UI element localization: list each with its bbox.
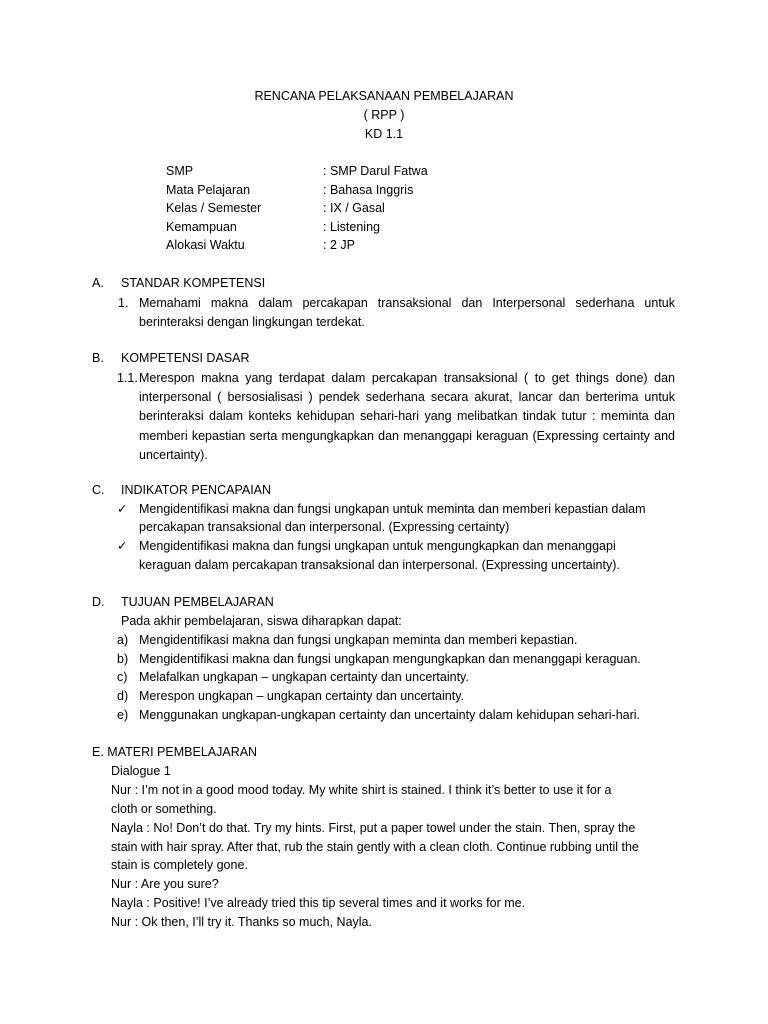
info-label: Kemampuan xyxy=(166,220,237,234)
list-item-text: Mengidentifikasi makna dan fungsi ungkapan mengungkapkan dan menanggapi keraguan. xyxy=(139,652,641,666)
dialogue-title: Dialogue 1 xyxy=(111,764,171,778)
list-item-text: keraguan dalam percakapan transaksional dan interpersonal. (Expressing uncertainty). xyxy=(139,558,620,572)
list-item-text: Mengidentifikasi makna dan fungsi ungkapan untuk mengungkapkan dan menanggapi xyxy=(139,539,616,553)
list-item-text: Melafalkan ungkapan – ungkapan certainty dan uncertainty. xyxy=(139,670,469,684)
list-marker: d) xyxy=(117,689,129,703)
list-number: 1. xyxy=(118,296,129,310)
info-value: : SMP Darul Fatwa xyxy=(323,164,428,178)
checkmark-icon: ✓ xyxy=(117,502,128,516)
list-item-text: Memahami makna dalam percakapan transaksional dan Interpersonal sederhana untuk berinteraksi dengan lingkungan terdekat. xyxy=(139,296,675,329)
document-subtitle: ( RPP ) xyxy=(363,108,405,122)
dialogue-line: Nayla : No! Don’t do that. Try my hints. First, put a paper towel under the stain. Then, spray the xyxy=(111,821,636,835)
dialogue-line: stain is completely gone. xyxy=(111,858,248,872)
section-letter: B. xyxy=(92,351,104,365)
info-value: : IX / Gasal xyxy=(323,201,385,215)
list-item-text: Merespon makna yang terdapat dalam percakapan transaksional ( to get things done) dan interpersonal ( bersosialisasi ) pendek sederhana secara akurat, lancar dan berterima untuk berinteraksi dalam konteks kehidupan sehari-hari yang melibatkan tindak tutur : meminta dan memberi kepastian serta mengungkapkan dan menanggapi keraguan (Expressing certainty and uncertainty). xyxy=(139,371,675,462)
section-letter: A. xyxy=(92,276,104,290)
list-marker: b) xyxy=(117,652,129,666)
list-item-text: Merespon ungkapan – ungkapan certainty dan uncertainty. xyxy=(139,689,464,703)
section-intro: Pada akhir pembelajaran, siswa diharapkan dapat: xyxy=(121,614,402,628)
list-marker: c) xyxy=(117,670,128,684)
checkmark-icon: ✓ xyxy=(117,539,128,553)
dialogue-line: Nayla : Positive! I’ve already tried this tip several times and it works for me. xyxy=(111,896,526,910)
section-letter: D. xyxy=(92,595,105,609)
section-title: INDIKATOR PENCAPAIAN xyxy=(121,483,272,497)
dialogue-line: Nur : I’m not in a good mood today. My white shirt is stained. I think it’s better to use it for a xyxy=(111,783,612,797)
dialogue-line: stain with hair spray. After that, rub the stain gently with a clean cloth. Continue rubbing until the xyxy=(111,840,639,854)
list-item-text: Mengidentifikasi makna dan fungsi ungkapan meminta dan memberi kepastian. xyxy=(139,633,578,647)
info-label: Mata Pelajaran xyxy=(166,183,251,197)
list-item-text: Mengidentifikasi makna dan fungsi ungkapan untuk meminta dan memberi kepastian dalam xyxy=(139,502,646,516)
section-title: KOMPETENSI DASAR xyxy=(121,351,250,365)
dialogue-line: Nur : Ok then, I’ll try it. Thanks so much, Nayla. xyxy=(111,915,372,929)
dialogue-line: Nur : Are you sure? xyxy=(111,877,219,891)
info-label: SMP xyxy=(166,164,194,178)
list-number: 1.1. xyxy=(117,371,138,385)
dialogue-line: cloth or something. xyxy=(111,802,217,816)
list-marker: a) xyxy=(117,633,129,647)
section-title: E. MATERI PEMBELAJARAN xyxy=(92,745,258,759)
document-kd: KD 1.1 xyxy=(364,127,404,141)
list-item-text: Menggunakan ungkapan-ungkapan certainty dan uncertainty dalam kehidupan sehari-hari. xyxy=(139,708,641,722)
section-title: STANDAR KOMPETENSI xyxy=(121,276,266,290)
info-value: : Bahasa Inggris xyxy=(323,183,414,197)
info-value: : 2 JP xyxy=(323,238,355,252)
info-label: Kelas / Semester xyxy=(166,201,262,215)
section-letter: C. xyxy=(92,483,105,497)
info-label: Alokasi Waktu xyxy=(166,238,245,252)
document-title: RENCANA PELAKSANAAN PEMBELAJARAN xyxy=(254,89,514,103)
list-marker: e) xyxy=(117,708,129,722)
info-value: : Listening xyxy=(323,220,380,234)
section-title: TUJUAN PEMBELAJARAN xyxy=(121,595,274,609)
list-item-text: percakapan transaksional dan interpersonal. (Expressing certainty) xyxy=(139,520,510,534)
